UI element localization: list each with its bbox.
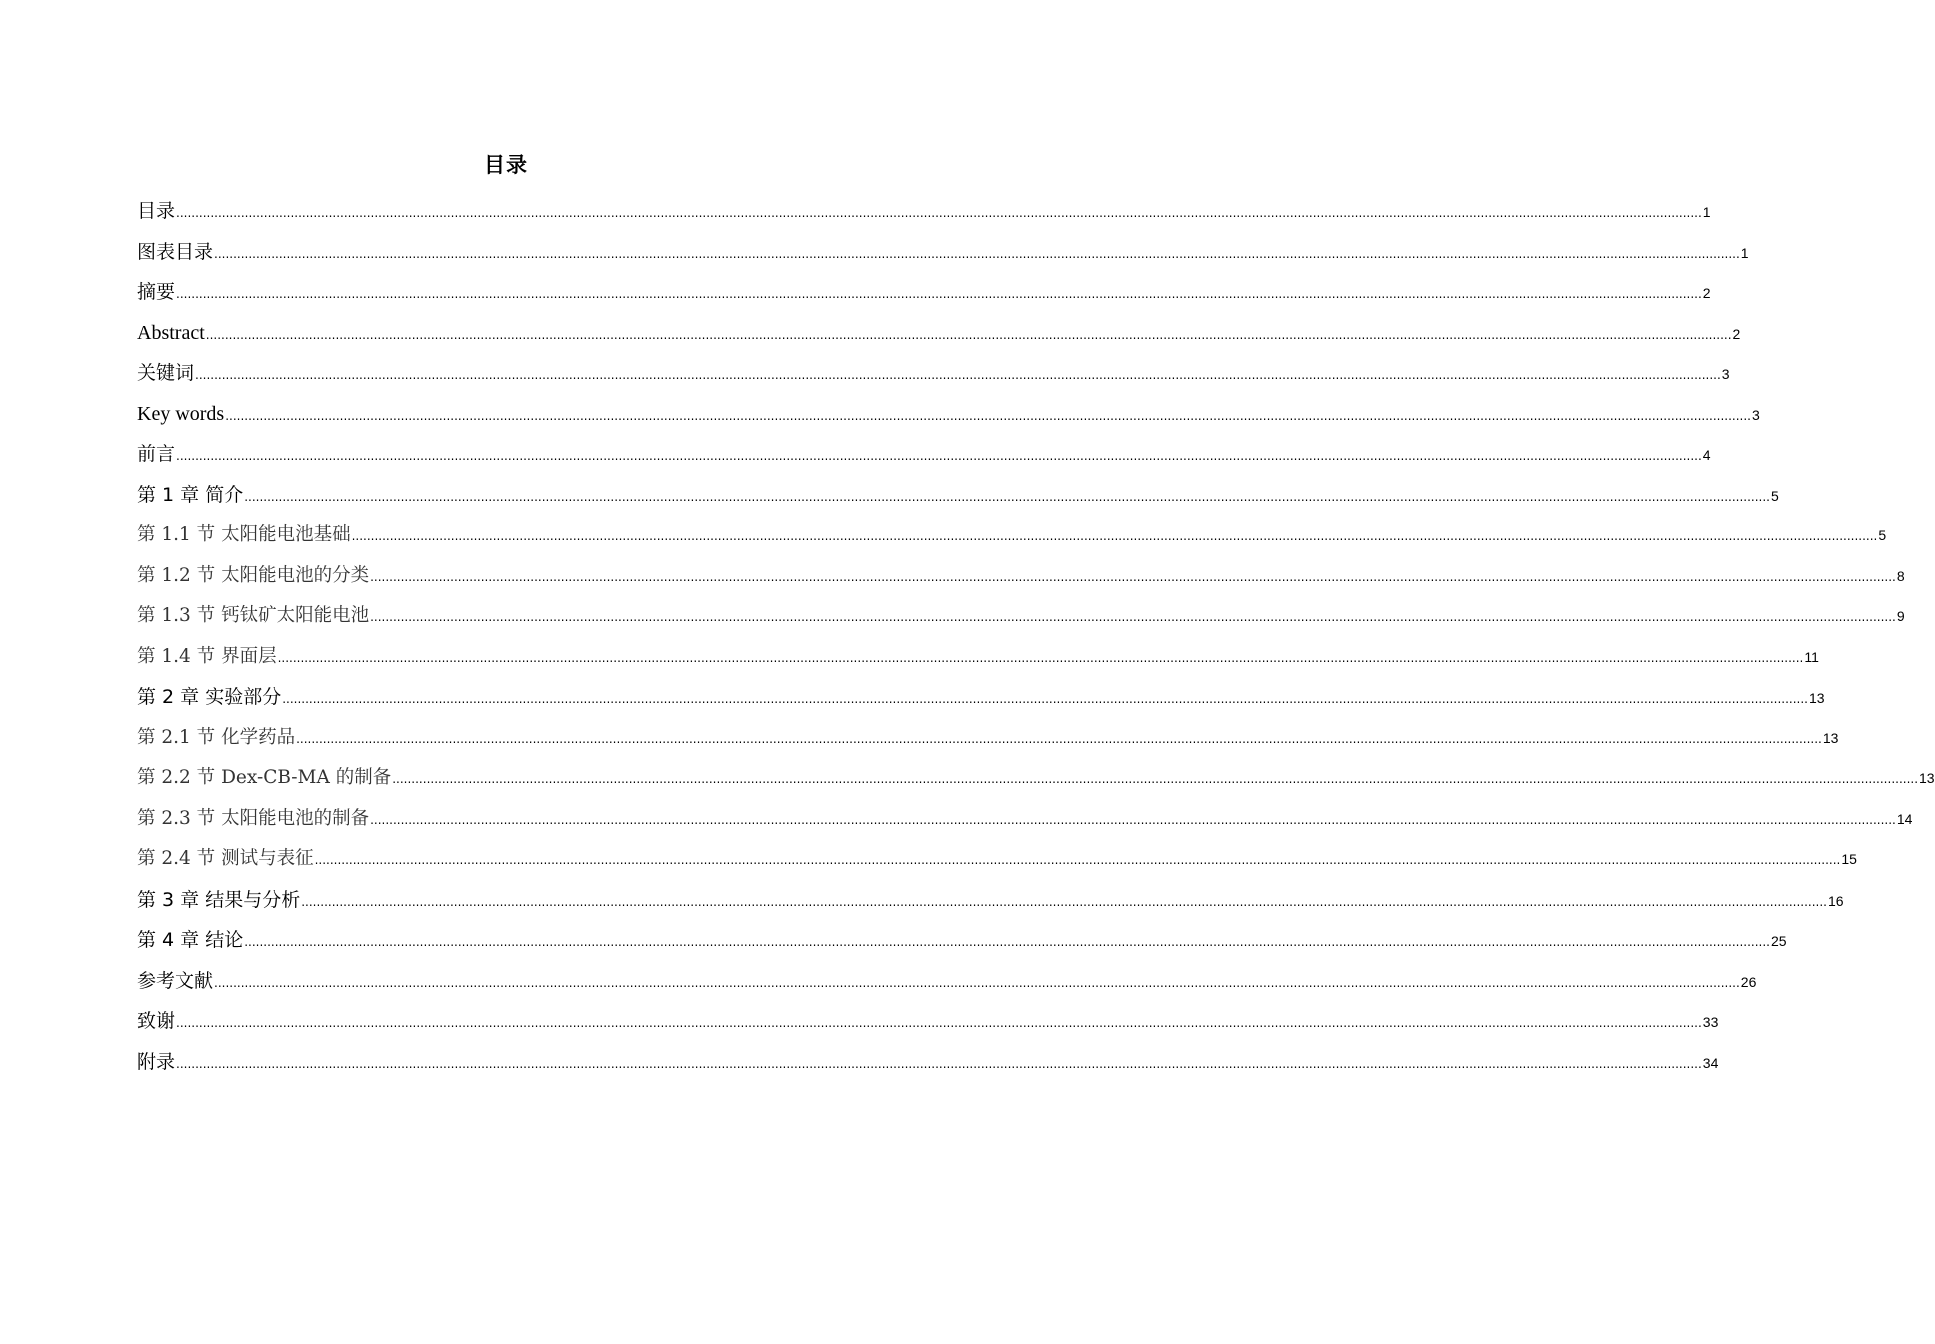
toc-entry-label: 目录 <box>137 200 176 222</box>
dot-leader: ................................................................................................................................................................................................................................................................................................................................................................................................................ <box>225 408 1751 423</box>
toc-entry[interactable] <box>137 276 1711 317</box>
dot-leader: ................................................................................................................................................................................................................................................................................................................................................................................................................ <box>176 206 1702 220</box>
dot-leader: ................................................................................................................................................................................................................................................................................................................................................................................................................ <box>370 812 1896 827</box>
toc-entry-page-number: 14 <box>1896 810 1913 827</box>
dot-leader: ................................................................................................................................................................................................................................................................................................................................................................................................................ <box>214 246 1740 261</box>
toc-entry-label: 第 2.4 节 测试与表征 <box>137 848 314 869</box>
dot-leader: ................................................................................................................................................................................................................................................................................................................................................................................................................ <box>370 569 1896 584</box>
dot-leader: ................................................................................................................................................................................................................................................................................................................................................................................................................ <box>314 853 1841 867</box>
dot-leader: ................................................................................................................................................................................................................................................................................................................................................................................................................ <box>176 1016 1702 1030</box>
toc-entry-label: Abstract <box>137 321 205 344</box>
toc-entry-page-number: 5 <box>1771 487 1779 504</box>
toc-entry[interactable] <box>137 560 1905 601</box>
toc-entry-label: 第 1.3 节 钙钛矿太阳能电池 <box>137 605 370 626</box>
toc-entry[interactable] <box>137 236 1749 277</box>
dot-leader: ................................................................................................................................................................................................................................................................................................................................................................................................................ <box>392 772 1919 786</box>
toc-entry-page-number: 3 <box>1721 366 1730 382</box>
toc-entry-page-number: 34 <box>1702 1054 1719 1071</box>
toc-entry[interactable] <box>137 722 1839 763</box>
toc-entry-label: Key words <box>137 402 225 425</box>
dot-leader: ................................................................................................................................................................................................................................................................................................................................................................................................................ <box>176 287 1702 301</box>
dot-leader: ................................................................................................................................................................................................................................................................................................................................................................................................................ <box>205 327 1732 342</box>
toc-entry-page-number: 3 <box>1752 406 1760 423</box>
toc-entry-label: 前言 <box>137 443 176 465</box>
dot-leader: ................................................................................................................................................................................................................................................................................................................................................................................................................ <box>296 731 1822 746</box>
toc-entry[interactable] <box>137 438 1711 479</box>
toc-entry-page-number: 11 <box>1804 648 1819 665</box>
dot-leader: ................................................................................................................................................................................................................................................................................................................................................................................................................ <box>214 975 1740 990</box>
dot-leader: ................................................................................................................................................................................................................................................................................................................................................................................................................ <box>301 894 1827 909</box>
toc-entry-label: 摘要 <box>137 281 176 303</box>
dot-leader: ................................................................................................................................................................................................................................................................................................................................................................................................................ <box>370 610 1896 624</box>
toc-entry-page-number: 9 <box>1896 608 1905 624</box>
toc-title: 目录 <box>484 153 528 177</box>
toc-entry-page-number: 15 <box>1841 851 1857 867</box>
toc-entry-label: 图表目录 <box>137 240 214 263</box>
dot-leader: ................................................................................................................................................................................................................................................................................................................................................................................................................ <box>244 489 1770 504</box>
toc-entry-label: 第 2 章 实验部分 <box>137 686 282 708</box>
toc-entry-page-number: 1 <box>1702 204 1711 220</box>
toc-entry[interactable] <box>137 965 1757 1006</box>
toc-entry-page-number: 13 <box>1919 770 1935 786</box>
toc-entry-page-number: 25 <box>1771 933 1787 949</box>
toc-entry-label: 第 2.1 节 化学药品 <box>137 726 296 748</box>
toc-entry-label: 第 3 章 结果与分析 <box>137 888 301 911</box>
toc-entry[interactable] <box>137 1046 1719 1087</box>
toc-entry[interactable] <box>137 357 1730 398</box>
toc-entry[interactable] <box>137 641 1819 682</box>
toc-entry[interactable] <box>137 195 1711 236</box>
toc-entry-label: 第 1.2 节 太阳能电池的分类 <box>137 564 370 586</box>
toc-entry[interactable] <box>137 479 1779 520</box>
dot-leader: ................................................................................................................................................................................................................................................................................................................................................................................................................ <box>176 1056 1702 1071</box>
toc-entry-label: 关键词 <box>137 362 195 384</box>
toc-entry-label: 第 1 章 简介 <box>137 483 244 506</box>
dot-leader: ................................................................................................................................................................................................................................................................................................................................................................................................................ <box>195 368 1721 382</box>
toc-entry[interactable] <box>137 924 1787 965</box>
toc-entry[interactable] <box>137 600 1905 641</box>
toc-entry-page-number: 1 <box>1740 244 1749 261</box>
toc-entry-label: 第 2.3 节 太阳能电池的制备 <box>137 807 370 829</box>
toc-entry-page-number: 4 <box>1702 447 1711 463</box>
toc-entry-label: 参考文献 <box>137 969 214 992</box>
toc-entry-label: 第 1.1 节 太阳能电池基础 <box>137 524 351 545</box>
toc-entry[interactable] <box>137 843 1857 884</box>
dot-leader: ................................................................................................................................................................................................................................................................................................................................................................................................................ <box>282 692 1808 706</box>
toc-entry[interactable] <box>137 317 1741 358</box>
toc-entry[interactable] <box>137 762 1935 803</box>
dot-leader: ................................................................................................................................................................................................................................................................................................................................................................................................................ <box>351 529 1878 543</box>
toc-entry-page-number: 13 <box>1822 729 1839 746</box>
toc-entry-label: 第 1.4 节 界面层 <box>137 645 277 667</box>
toc-entry[interactable] <box>137 398 1760 439</box>
toc-entry-page-number: 13 <box>1809 690 1825 706</box>
toc-entry-page-number: 5 <box>1878 527 1887 543</box>
toc-entry-label: 第 4 章 结论 <box>137 929 244 951</box>
dot-leader: ................................................................................................................................................................................................................................................................................................................................................................................................................ <box>176 449 1702 463</box>
toc-entry[interactable] <box>137 519 1887 560</box>
toc-list <box>137 195 1935 1086</box>
dot-leader: ................................................................................................................................................................................................................................................................................................................................................................................................................ <box>244 935 1770 949</box>
dot-leader: ................................................................................................................................................................................................................................................................................................................................................................................................................ <box>277 650 1804 665</box>
toc-entry-page-number: 2 <box>1702 285 1711 301</box>
toc-entry[interactable] <box>137 803 1913 844</box>
toc-entry-label: 第 2.2 节 Dex-CB-MA 的制备 <box>137 767 392 788</box>
toc-entry-page-number: 2 <box>1732 325 1741 342</box>
toc-entry[interactable] <box>137 1005 1719 1046</box>
toc-entry-page-number: 33 <box>1702 1014 1719 1030</box>
toc-entry[interactable] <box>137 681 1825 722</box>
toc-entry-label: 致谢 <box>137 1010 176 1032</box>
toc-entry-page-number: 26 <box>1740 973 1757 990</box>
toc-entry-page-number: 16 <box>1828 892 1844 909</box>
toc-entry[interactable] <box>137 884 1844 925</box>
toc-entry-page-number: 8 <box>1896 567 1905 584</box>
toc-entry-label: 附录 <box>137 1050 176 1073</box>
